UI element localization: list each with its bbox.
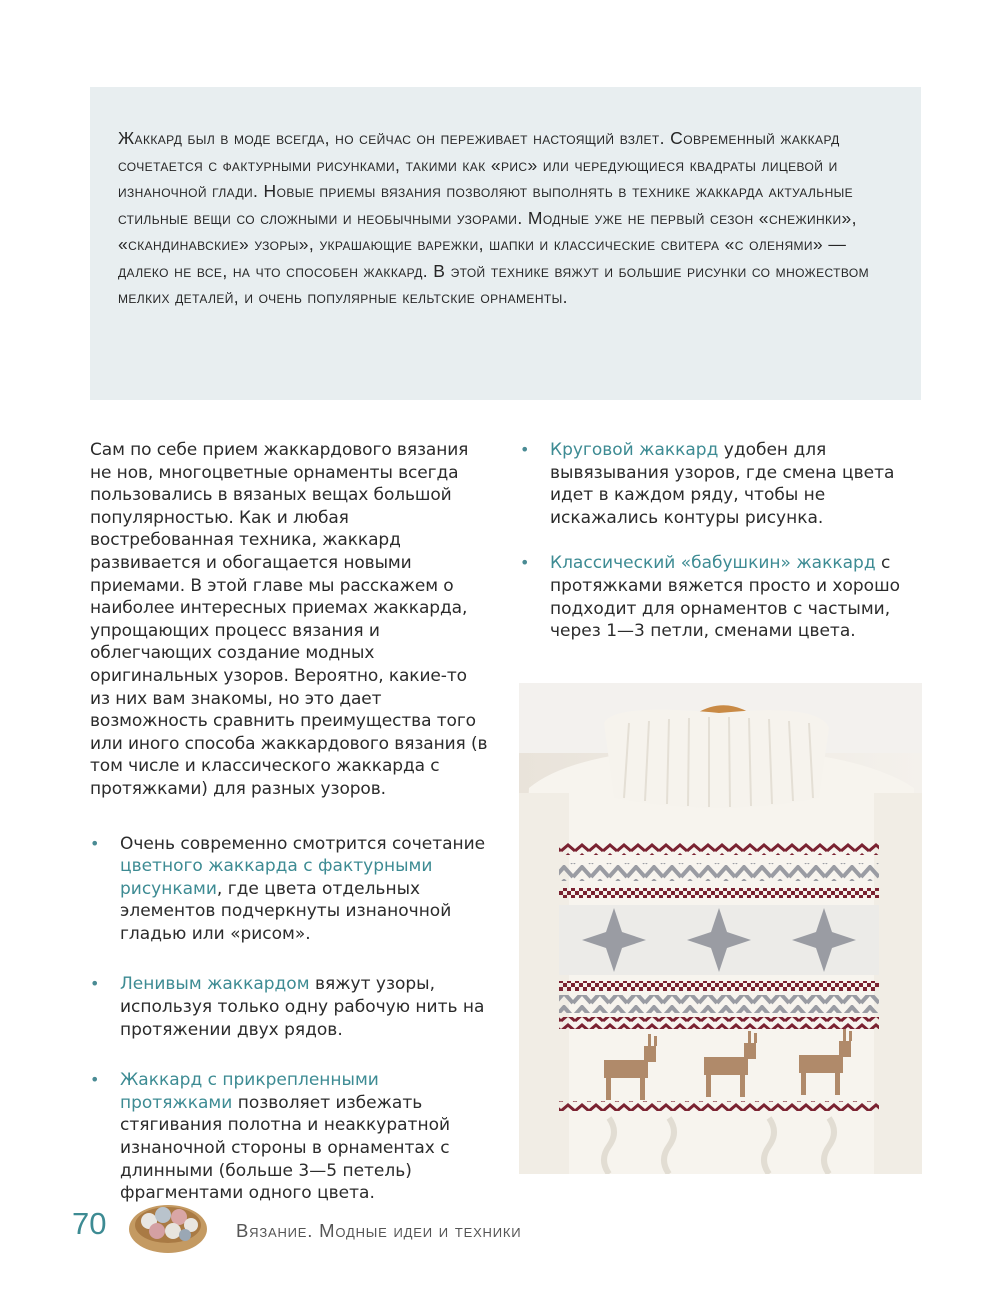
bullet-text: удобен для вывязывания узоров, где смена цвета идет в каждом ряду, чтобы не искажались контуры рисунка. — [550, 440, 895, 528]
left-paragraph: Сам по себе прием жаккардового вязания не нов, многоцветные орнаменты всегда пользовались в вязаных вещах большой популярностью. Как и любая востребованная техника, жаккард развивается и обогащается новыми приемами. В этой главе мы расскажем о наиболее интересных приемах жаккарда, упрощающих процесс вязания и облегчающих создание модных оригинальных узоров. Вероятно, какие-то из них вам знакомы, но это дает возможность сравнить преимущества того или иного способа жаккардового вязания (в том числе и классического жаккарда с протяжками) для разных узоров. — [90, 440, 488, 799]
bullet-text: , где цвета отдельных элементов подчеркнуты изнаночной гладью или «рисом». — [120, 878, 452, 944]
bullet-highlight: цветного жаккарда с фактурными рисунками — [120, 856, 433, 899]
left-bullet-2 — [90, 973, 490, 1041]
bullet-icon: • — [90, 1070, 100, 1090]
right-bullet-2 — [520, 552, 922, 642]
bullet-icon: • — [520, 440, 530, 459]
right-bullet-list — [520, 439, 922, 643]
bullet-text: с протяжками вяжется просто и хорошо подходит для орнаментов с частыми, через 1—3 петли, сменами цвета. — [550, 553, 901, 642]
right-bullet-1 — [520, 439, 922, 529]
intro-box — [90, 87, 921, 400]
book-title: Вязание. Модные идеи и техники — [236, 1220, 522, 1241]
yarn-basket-icon — [127, 1195, 209, 1255]
bullet-text: Очень современно смотрится сочетание — [120, 833, 486, 854]
left-bullet-3 — [90, 1069, 490, 1205]
bullet-icon: • — [90, 833, 100, 853]
bullet-text: вяжут узоры, используя только одну рабочую нить на протяжении двух рядов. — [120, 974, 485, 1040]
left-column — [90, 439, 490, 1205]
bullet-highlight: Классический «бабушкин» жаккард — [550, 553, 876, 574]
page-number: 70 — [72, 1206, 107, 1241]
bullet-text: позволяет избежать стягивания полотна и неаккуратной изнаночной стороны в орнаментах с длинными (больше 3—5 петель) фрагментами одного цвета. — [120, 1092, 451, 1204]
right-column — [520, 439, 922, 643]
bullet-icon: • — [90, 974, 100, 994]
bullet-icon: • — [520, 553, 530, 573]
sweater-photo — [519, 683, 922, 1174]
intro-text: Жаккард был в моде всегда, но сейчас он переживает настоящий взлет. Современный жаккард сочетается с фактурными рисунками, такими как «рис» или чередующиеся квадраты лицевой и изнаночной глади. Новые приемы вязания позволяют выполнять в технике жаккарда актуальные стильные вещи со сложными и необычными узорами. Модные уже не первый сезон «снежинки», «скандинавские» узоры», украшающие варежки, шапки и классические свитера «с оленями» — далеко не все, на что способен жаккард. В этой технике вяжут и большие рисунки со множеством мелких деталей, и очень популярные кельтские орнаменты. — [118, 128, 870, 307]
left-bullet-1 — [90, 833, 490, 946]
bullet-highlight: Круговой жаккард — [550, 440, 719, 460]
sweater-illustration — [519, 683, 922, 1174]
bullet-highlight: Жаккард с прикрепленными протяжками — [120, 1070, 379, 1113]
bullet-highlight: Ленивым жаккардом — [120, 974, 310, 995]
left-bullet-list — [90, 833, 490, 1205]
